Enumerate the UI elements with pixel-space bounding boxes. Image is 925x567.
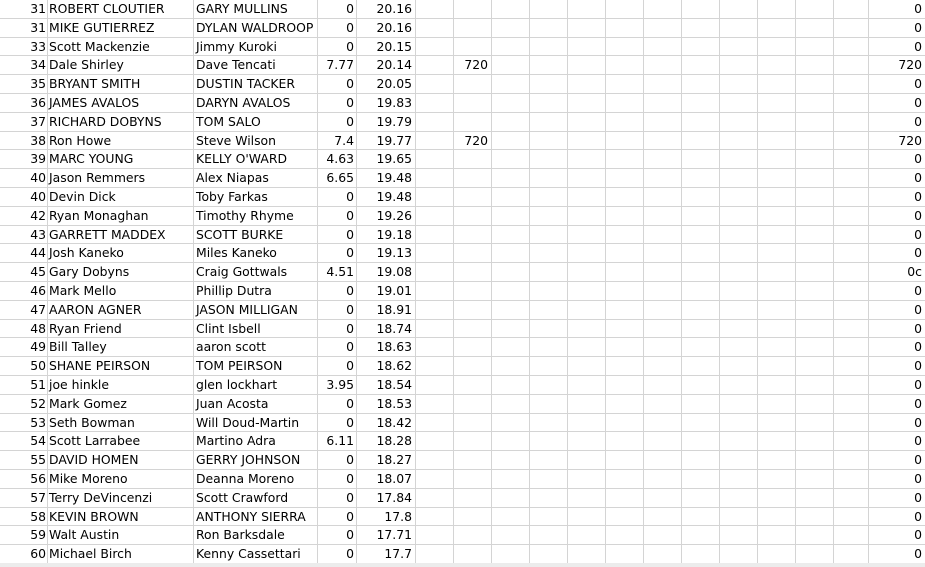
weight-cell[interactable]: 18.63 xyxy=(376,339,412,355)
table-row xyxy=(0,376,925,395)
driver-cell[interactable]: Ron Howe xyxy=(49,132,112,148)
value-cell[interactable]: 0 xyxy=(346,414,354,430)
value-cell[interactable]: 0 xyxy=(346,283,354,298)
partner-cell[interactable]: DUSTIN TACKER xyxy=(196,76,295,92)
table-row xyxy=(0,226,925,245)
driver-cell[interactable]: Scott Mackenzie xyxy=(49,38,150,54)
points-cell[interactable] xyxy=(453,282,491,301)
table-row xyxy=(0,526,925,545)
points-cell[interactable] xyxy=(453,508,491,527)
weight-cell[interactable]: 18.42 xyxy=(376,414,412,430)
driver-cell[interactable]: Mike Moreno xyxy=(49,471,128,486)
value-cell[interactable]: 0 xyxy=(346,339,354,355)
weight-cell[interactable]: 17.71 xyxy=(376,527,412,543)
partner-cell[interactable]: Martino Adra xyxy=(196,433,276,449)
driver-cell[interactable]: RICHARD DOBYNS xyxy=(49,113,162,129)
table-row xyxy=(0,320,925,339)
points-cell[interactable] xyxy=(453,244,491,263)
driver-cell[interactable]: AARON AGNER xyxy=(49,301,142,317)
value-cell[interactable]: 0 xyxy=(346,358,354,374)
driver-cell[interactable]: Ryan Monaghan xyxy=(49,207,149,223)
rank-cell[interactable]: 51 xyxy=(30,377,46,392)
rank-cell[interactable]: 52 xyxy=(30,395,46,411)
total-cell[interactable]: 0 xyxy=(914,546,922,562)
rank-cell[interactable]: 38 xyxy=(30,132,46,148)
total-cell[interactable]: 0 xyxy=(914,151,922,167)
total-cell[interactable]: 0 xyxy=(914,320,922,336)
weight-cell[interactable]: 18.07 xyxy=(376,471,412,486)
total-cell[interactable]: 0 xyxy=(914,377,922,392)
driver-cell[interactable]: Devin Dick xyxy=(49,189,116,204)
partner-cell[interactable]: DARYN AVALOS xyxy=(196,95,291,110)
value-cell[interactable]: 0 xyxy=(346,301,354,317)
table-row xyxy=(0,188,925,207)
rank-cell[interactable]: 46 xyxy=(30,283,46,298)
total-cell[interactable]: 0 xyxy=(914,527,922,543)
value-cell[interactable]: 3.95 xyxy=(326,377,354,392)
points-cell[interactable] xyxy=(453,301,491,320)
weight-cell[interactable]: 18.91 xyxy=(376,301,412,317)
total-cell[interactable]: 720 xyxy=(898,57,922,73)
weight-cell[interactable]: 20.14 xyxy=(376,57,412,73)
value-cell[interactable]: 4.63 xyxy=(326,151,354,167)
rank-cell[interactable]: 49 xyxy=(30,339,46,355)
weight-cell[interactable]: 18.53 xyxy=(376,395,412,411)
driver-cell[interactable]: Bill Talley xyxy=(49,339,107,355)
points-cell[interactable] xyxy=(453,38,491,57)
weight-cell[interactable]: 17.84 xyxy=(376,489,412,505)
weight-cell[interactable]: 20.16 xyxy=(376,1,412,16)
rank-cell[interactable]: 36 xyxy=(30,95,46,110)
partner-cell[interactable]: Juan Acosta xyxy=(196,395,269,411)
table-row xyxy=(0,113,925,132)
points-cell[interactable] xyxy=(453,263,491,282)
points-cell[interactable] xyxy=(453,226,491,245)
value-cell[interactable]: 0 xyxy=(346,320,354,336)
partner-cell[interactable]: Steve Wilson xyxy=(196,132,276,148)
value-cell[interactable]: 0 xyxy=(346,19,354,35)
partner-cell[interactable]: aaron scott xyxy=(196,339,266,355)
points-cell[interactable] xyxy=(453,0,491,19)
rank-cell[interactable]: 47 xyxy=(30,301,46,317)
value-cell[interactable]: 6.11 xyxy=(326,433,354,449)
partner-cell[interactable]: GERRY JOHNSON xyxy=(196,452,301,468)
rank-cell[interactable]: 59 xyxy=(30,527,46,543)
rank-cell[interactable]: 56 xyxy=(30,471,46,486)
total-cell[interactable]: 0 xyxy=(914,414,922,430)
value-cell[interactable]: 0 xyxy=(346,546,354,562)
total-cell[interactable]: 0 xyxy=(914,226,922,242)
total-cell[interactable]: 0 xyxy=(914,395,922,411)
table-row xyxy=(0,19,925,38)
partner-cell[interactable]: Dave Tencati xyxy=(196,57,276,73)
partner-cell[interactable]: Miles Kaneko xyxy=(196,245,277,261)
points-cell[interactable] xyxy=(453,19,491,38)
table-row xyxy=(0,395,925,414)
partner-cell[interactable]: SCOTT BURKE xyxy=(196,226,284,242)
rank-cell[interactable]: 31 xyxy=(30,1,46,16)
partner-cell[interactable]: TOM PEIRSON xyxy=(196,358,283,374)
rank-cell[interactable]: 40 xyxy=(30,170,46,186)
rank-cell[interactable]: 35 xyxy=(30,76,46,92)
points-cell[interactable] xyxy=(453,94,491,113)
total-cell[interactable]: 0 xyxy=(914,508,922,524)
weight-cell[interactable]: 20.05 xyxy=(376,76,412,92)
table-row xyxy=(0,432,925,451)
partner-cell[interactable]: Will Doud-Martin xyxy=(196,414,300,430)
points-cell[interactable] xyxy=(453,338,491,357)
weight-cell[interactable]: 20.15 xyxy=(376,38,412,54)
value-cell[interactable]: 7.4 xyxy=(334,132,354,148)
points-cell[interactable] xyxy=(453,357,491,376)
table-row xyxy=(0,94,925,113)
table-row xyxy=(0,282,925,301)
weight-cell[interactable]: 19.48 xyxy=(376,189,412,204)
partner-cell[interactable]: JASON MILLIGAN xyxy=(196,301,298,317)
points-cell[interactable] xyxy=(453,75,491,94)
total-cell[interactable]: 0 xyxy=(914,283,922,298)
rank-cell[interactable]: 58 xyxy=(30,508,46,524)
total-cell[interactable]: 0 xyxy=(914,433,922,449)
weight-cell[interactable]: 19.48 xyxy=(376,170,412,186)
weight-cell[interactable]: 18.54 xyxy=(376,377,412,392)
rank-cell[interactable]: 57 xyxy=(30,489,46,505)
partner-cell[interactable]: KELLY O'WARD xyxy=(196,151,287,167)
rank-cell[interactable]: 40 xyxy=(30,189,46,204)
rank-cell[interactable]: 37 xyxy=(30,113,46,129)
driver-cell[interactable]: Mark Mello xyxy=(49,283,117,298)
points-cell[interactable] xyxy=(453,207,491,226)
total-cell[interactable]: 0 xyxy=(914,207,922,223)
rank-cell[interactable]: 33 xyxy=(30,38,46,54)
driver-cell[interactable]: Michael Birch xyxy=(49,546,132,562)
rank-cell[interactable]: 48 xyxy=(30,320,46,336)
value-cell[interactable]: 0 xyxy=(346,38,354,54)
weight-cell[interactable]: 19.08 xyxy=(376,264,412,280)
total-cell[interactable]: 0 xyxy=(914,452,922,468)
horizontal-scrollbar-track[interactable] xyxy=(0,563,925,567)
driver-cell[interactable]: Ryan Friend xyxy=(49,320,122,336)
table-row xyxy=(0,338,925,357)
driver-cell[interactable]: BRYANT SMITH xyxy=(49,76,141,92)
points-cell[interactable] xyxy=(453,395,491,414)
table-row xyxy=(0,545,925,564)
driver-cell[interactable]: Walt Austin xyxy=(49,527,120,543)
rank-cell[interactable]: 45 xyxy=(30,264,46,280)
rank-cell[interactable]: 60 xyxy=(30,546,46,562)
rank-cell[interactable]: 42 xyxy=(30,207,46,223)
partner-cell[interactable]: Clint Isbell xyxy=(196,320,261,336)
total-cell[interactable]: 0 xyxy=(914,189,922,204)
points-cell[interactable]: 720 xyxy=(464,57,488,73)
points-cell[interactable] xyxy=(453,545,491,564)
partner-cell[interactable]: glen lockhart xyxy=(196,377,278,392)
table-row xyxy=(0,508,925,527)
value-cell[interactable]: 0 xyxy=(346,76,354,92)
partner-cell[interactable]: Deanna Moreno xyxy=(196,471,295,486)
value-cell[interactable]: 0 xyxy=(346,207,354,223)
total-cell[interactable]: 0c xyxy=(907,264,922,280)
partner-cell[interactable]: Timothy Rhyme xyxy=(196,207,294,223)
driver-cell[interactable]: joe hinkle xyxy=(49,377,109,392)
points-cell[interactable] xyxy=(453,188,491,207)
points-cell[interactable]: 720 xyxy=(464,132,488,148)
points-cell[interactable] xyxy=(453,451,491,470)
rank-cell[interactable]: 55 xyxy=(30,452,46,468)
weight-cell[interactable]: 19.79 xyxy=(376,113,412,129)
partner-cell[interactable]: Kenny Cassettari xyxy=(196,546,301,562)
table-row xyxy=(0,451,925,470)
rank-cell[interactable]: 31 xyxy=(30,19,46,35)
partner-cell[interactable]: Craig Gottwals xyxy=(196,264,288,280)
points-cell[interactable] xyxy=(453,150,491,169)
driver-cell[interactable]: GARRETT MADDEX xyxy=(49,226,166,242)
total-cell[interactable]: 0 xyxy=(914,301,922,317)
table-row xyxy=(0,132,925,151)
rank-cell[interactable]: 43 xyxy=(30,226,46,242)
driver-cell[interactable]: Jason Remmers xyxy=(49,170,146,186)
value-cell[interactable]: 0 xyxy=(346,471,354,486)
driver-cell[interactable]: DAVID HOMEN xyxy=(49,452,139,468)
value-cell[interactable]: 0 xyxy=(346,527,354,543)
table-row xyxy=(0,207,925,226)
rank-cell[interactable]: 50 xyxy=(30,358,46,374)
driver-cell[interactable]: MIKE GUTIERREZ xyxy=(49,19,155,35)
points-cell[interactable] xyxy=(453,414,491,433)
partner-cell[interactable]: Ron Barksdale xyxy=(196,527,285,543)
driver-cell[interactable]: SHANE PEIRSON xyxy=(49,358,151,374)
driver-cell[interactable]: MARC YOUNG xyxy=(49,151,134,167)
points-cell[interactable] xyxy=(453,320,491,339)
table-row xyxy=(0,169,925,188)
value-cell[interactable]: 7.77 xyxy=(326,57,354,73)
partner-cell[interactable]: ANTHONY SIERRA xyxy=(196,508,306,524)
total-cell[interactable]: 0 xyxy=(914,245,922,261)
weight-cell[interactable]: 20.16 xyxy=(376,19,412,35)
driver-cell[interactable]: Seth Bowman xyxy=(49,414,135,430)
partner-cell[interactable]: DYLAN WALDROOP xyxy=(196,19,314,35)
table-row xyxy=(0,414,925,433)
table-row xyxy=(0,301,925,320)
points-cell[interactable] xyxy=(453,470,491,489)
driver-cell[interactable]: Scott Larrabee xyxy=(49,433,141,449)
total-cell[interactable]: 0 xyxy=(914,113,922,129)
value-cell[interactable]: 0 xyxy=(346,189,354,204)
weight-cell[interactable]: 19.18 xyxy=(376,226,412,242)
table-row xyxy=(0,244,925,263)
value-cell[interactable]: 0 xyxy=(346,395,354,411)
total-cell[interactable]: 720 xyxy=(898,132,922,148)
weight-cell[interactable]: 19.83 xyxy=(376,95,412,110)
points-cell[interactable] xyxy=(453,113,491,132)
driver-cell[interactable]: Mark Gomez xyxy=(49,395,127,411)
value-cell[interactable]: 0 xyxy=(346,226,354,242)
value-cell[interactable]: 0 xyxy=(346,95,354,110)
driver-cell[interactable]: Gary Dobyns xyxy=(49,264,130,280)
weight-cell[interactable]: 19.65 xyxy=(376,151,412,167)
value-cell[interactable]: 0 xyxy=(346,245,354,261)
weight-cell[interactable]: 19.13 xyxy=(376,245,412,261)
value-cell[interactable]: 0 xyxy=(346,113,354,129)
total-cell[interactable]: 0 xyxy=(914,19,922,35)
points-cell[interactable] xyxy=(453,432,491,451)
rank-cell[interactable]: 54 xyxy=(30,433,46,449)
table-row xyxy=(0,489,925,508)
value-cell[interactable]: 6.65 xyxy=(326,170,354,186)
total-cell[interactable]: 0 xyxy=(914,95,922,110)
rank-cell[interactable]: 34 xyxy=(30,57,46,73)
value-cell[interactable]: 0 xyxy=(346,452,354,468)
rank-cell[interactable]: 44 xyxy=(30,245,46,261)
points-cell[interactable] xyxy=(453,169,491,188)
weight-cell[interactable]: 18.74 xyxy=(376,320,412,336)
table-row xyxy=(0,0,925,19)
weight-cell[interactable]: 19.77 xyxy=(376,132,412,148)
partner-cell[interactable]: Alex Niapas xyxy=(196,170,269,186)
weight-cell[interactable]: 18.27 xyxy=(376,452,412,468)
rank-cell[interactable]: 39 xyxy=(30,151,46,167)
weight-cell[interactable]: 18.62 xyxy=(376,358,412,374)
value-cell[interactable]: 0 xyxy=(346,1,354,16)
table-row xyxy=(0,150,925,169)
total-cell[interactable]: 0 xyxy=(914,76,922,92)
weight-cell[interactable]: 18.28 xyxy=(376,433,412,449)
total-cell[interactable]: 0 xyxy=(914,38,922,54)
table-row xyxy=(0,56,925,75)
driver-cell[interactable]: ROBERT CLOUTIER xyxy=(49,1,165,16)
table-row xyxy=(0,75,925,94)
partner-cell[interactable]: GARY MULLINS xyxy=(196,1,288,16)
value-cell[interactable]: 4.51 xyxy=(326,264,354,280)
partner-cell[interactable]: Jimmy Kuroki xyxy=(196,38,277,54)
driver-cell[interactable]: Terry DeVincenzi xyxy=(49,489,153,505)
table-row xyxy=(0,263,925,282)
rank-cell[interactable]: 53 xyxy=(30,414,46,430)
points-cell[interactable] xyxy=(453,489,491,508)
driver-cell[interactable]: Josh Kaneko xyxy=(49,245,124,261)
partner-cell[interactable]: TOM SALO xyxy=(196,113,261,129)
total-cell[interactable]: 0 xyxy=(914,489,922,505)
driver-cell[interactable]: Dale Shirley xyxy=(49,57,124,73)
points-cell[interactable] xyxy=(453,376,491,395)
total-cell[interactable]: 0 xyxy=(914,339,922,355)
value-cell[interactable]: 0 xyxy=(346,508,354,524)
points-cell[interactable] xyxy=(453,526,491,545)
total-cell[interactable]: 0 xyxy=(914,471,922,486)
total-cell[interactable]: 0 xyxy=(914,358,922,374)
weight-cell[interactable]: 19.26 xyxy=(376,207,412,223)
table-row xyxy=(0,38,925,57)
partner-cell[interactable]: Scott Crawford xyxy=(196,489,289,505)
driver-cell[interactable]: KEVIN BROWN xyxy=(49,508,139,524)
driver-cell[interactable]: JAMES AVALOS xyxy=(49,95,140,110)
table-row xyxy=(0,357,925,376)
table-row xyxy=(0,470,925,489)
partner-cell[interactable]: Phillip Dutra xyxy=(196,283,272,298)
weight-cell[interactable]: 17.8 xyxy=(384,508,412,524)
weight-cell[interactable]: 19.01 xyxy=(376,283,412,298)
total-cell[interactable]: 0 xyxy=(914,1,922,16)
total-cell[interactable]: 0 xyxy=(914,170,922,186)
value-cell[interactable]: 0 xyxy=(346,489,354,505)
partner-cell[interactable]: Toby Farkas xyxy=(196,189,268,204)
weight-cell[interactable]: 17.7 xyxy=(384,546,412,562)
